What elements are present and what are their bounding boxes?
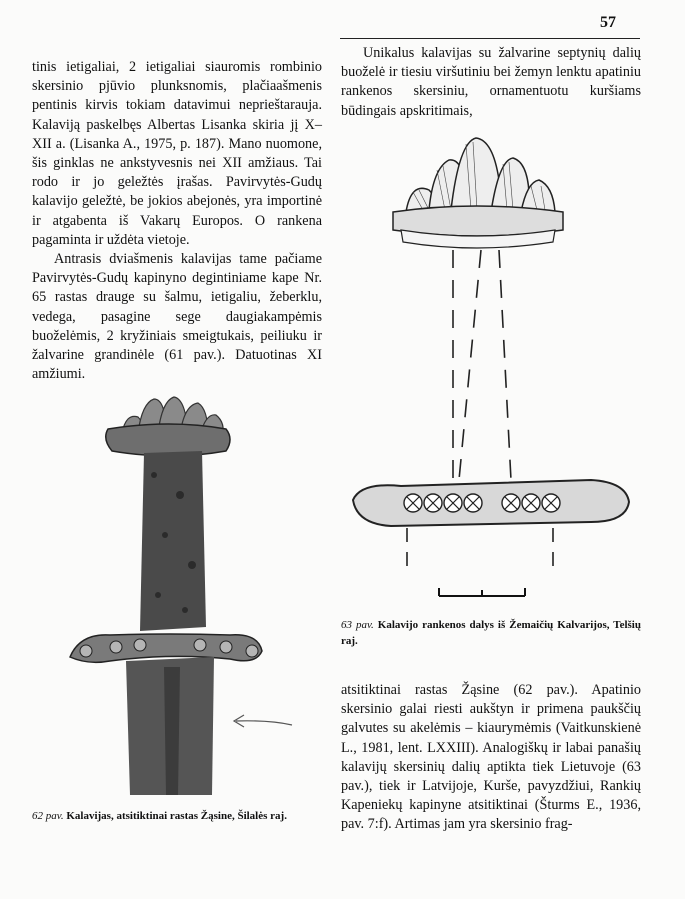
left-paragraph-1: tinis ietigaliai, 2 ietigaliai siauromis rombinio skersinio pjūvio plunksnomis, plačiaašmenis pentinis kirvis tokiam datavimui neprieštarauja. Kalaviją paskelbęs Albertas Lisanka skiria jį X–XII a. (Lisanka A., 1975, p. 187). Mano nuomone, šis ginklas ne ankstyvesnis nei XII amžiaus. Tai rodo ir jo geležtės įrašas. Pavirvytės-Gudų kalavijo geležtė, be jokios abejonės, yra importinė ir atgabenta iš Vakarų Europos. O rankena pagaminta ir uždėta vietoje.	[32, 59, 322, 248]
figure-62-sword-photo	[30, 395, 330, 795]
sword-fuller	[164, 667, 180, 795]
figure-63-number: 63 pav.	[341, 619, 374, 631]
figure-63-hilt-drawing	[341, 130, 641, 610]
figure-62-text: Kalavijas, atsitiktinai rastas Žąsine, Šilalės raj.	[66, 810, 287, 822]
right-column-top-text	[341, 44, 641, 121]
blade-dashed-lines	[407, 528, 553, 570]
right-column-bottom-text	[341, 681, 641, 835]
upper-guard	[393, 206, 563, 236]
figure-63-text: Kalavijo rankenos dalys iš Žemaičių Kalvarijos, Telšių raj.	[341, 619, 641, 647]
sword-lower-guard	[70, 634, 262, 662]
right-paragraph-top: Unikalus kalavijas su žalvarine septynių dalių buoželė ir tiesiu viršutiniu bei žemyn lenktu apatiniu rankenos skersiniu, ornamentuotu kuršiams būdingais apskritimais,	[341, 45, 641, 119]
lower-guard	[353, 480, 629, 526]
left-column-text	[32, 58, 322, 384]
grip-dashed-lines	[453, 250, 511, 480]
right-paragraph-bottom: atsitiktinai rastas Žąsine (62 pav.). Apatinio skersinio galai riesti aukštyn ir primena paukščių galvutes su akelėmis – kiaurymėmis (Vaitkunskienė L., 1981, lent. LXXIII). Analogiškų ir labai panašių kalavijų skersinių dalių aptikta tiek Lietuvoje (63 pav.), tiek ir Latvijoje, Kurše, pavyzdžiui, Rankių Kapeniekų kapinyne atsitiktinai (Šturms E., 1936, pav. 7:f). Artimas jam yra skersinio frag-	[341, 682, 641, 833]
left-paragraph-2: Antrasis dviašmenis kalavijas tame pačiame Pavirvytės-Gudų kapinyno degintiniame kape Nr. 65 rastas drauge su šalmu, ietigaliu, žeberklu, vedega, pasagine sege daugiakampėmis buoželėmis, 2 kryžiniais smeigtukais, peiliuku ir žalvarine grandinėle (61 pav.). Datuotinas XI amžiumi.	[32, 251, 322, 383]
figure-62-caption	[32, 808, 322, 824]
scale-bar	[439, 588, 525, 596]
header-rule	[340, 38, 640, 39]
arrow-pointer	[234, 715, 292, 727]
figure-63-caption	[341, 617, 641, 649]
pommel-lobes	[406, 138, 555, 212]
figure-62-number: 62 pav.	[32, 810, 64, 822]
page-number: 57	[600, 14, 616, 31]
sword-upper-guard	[106, 424, 230, 456]
sword-grip	[140, 451, 206, 631]
